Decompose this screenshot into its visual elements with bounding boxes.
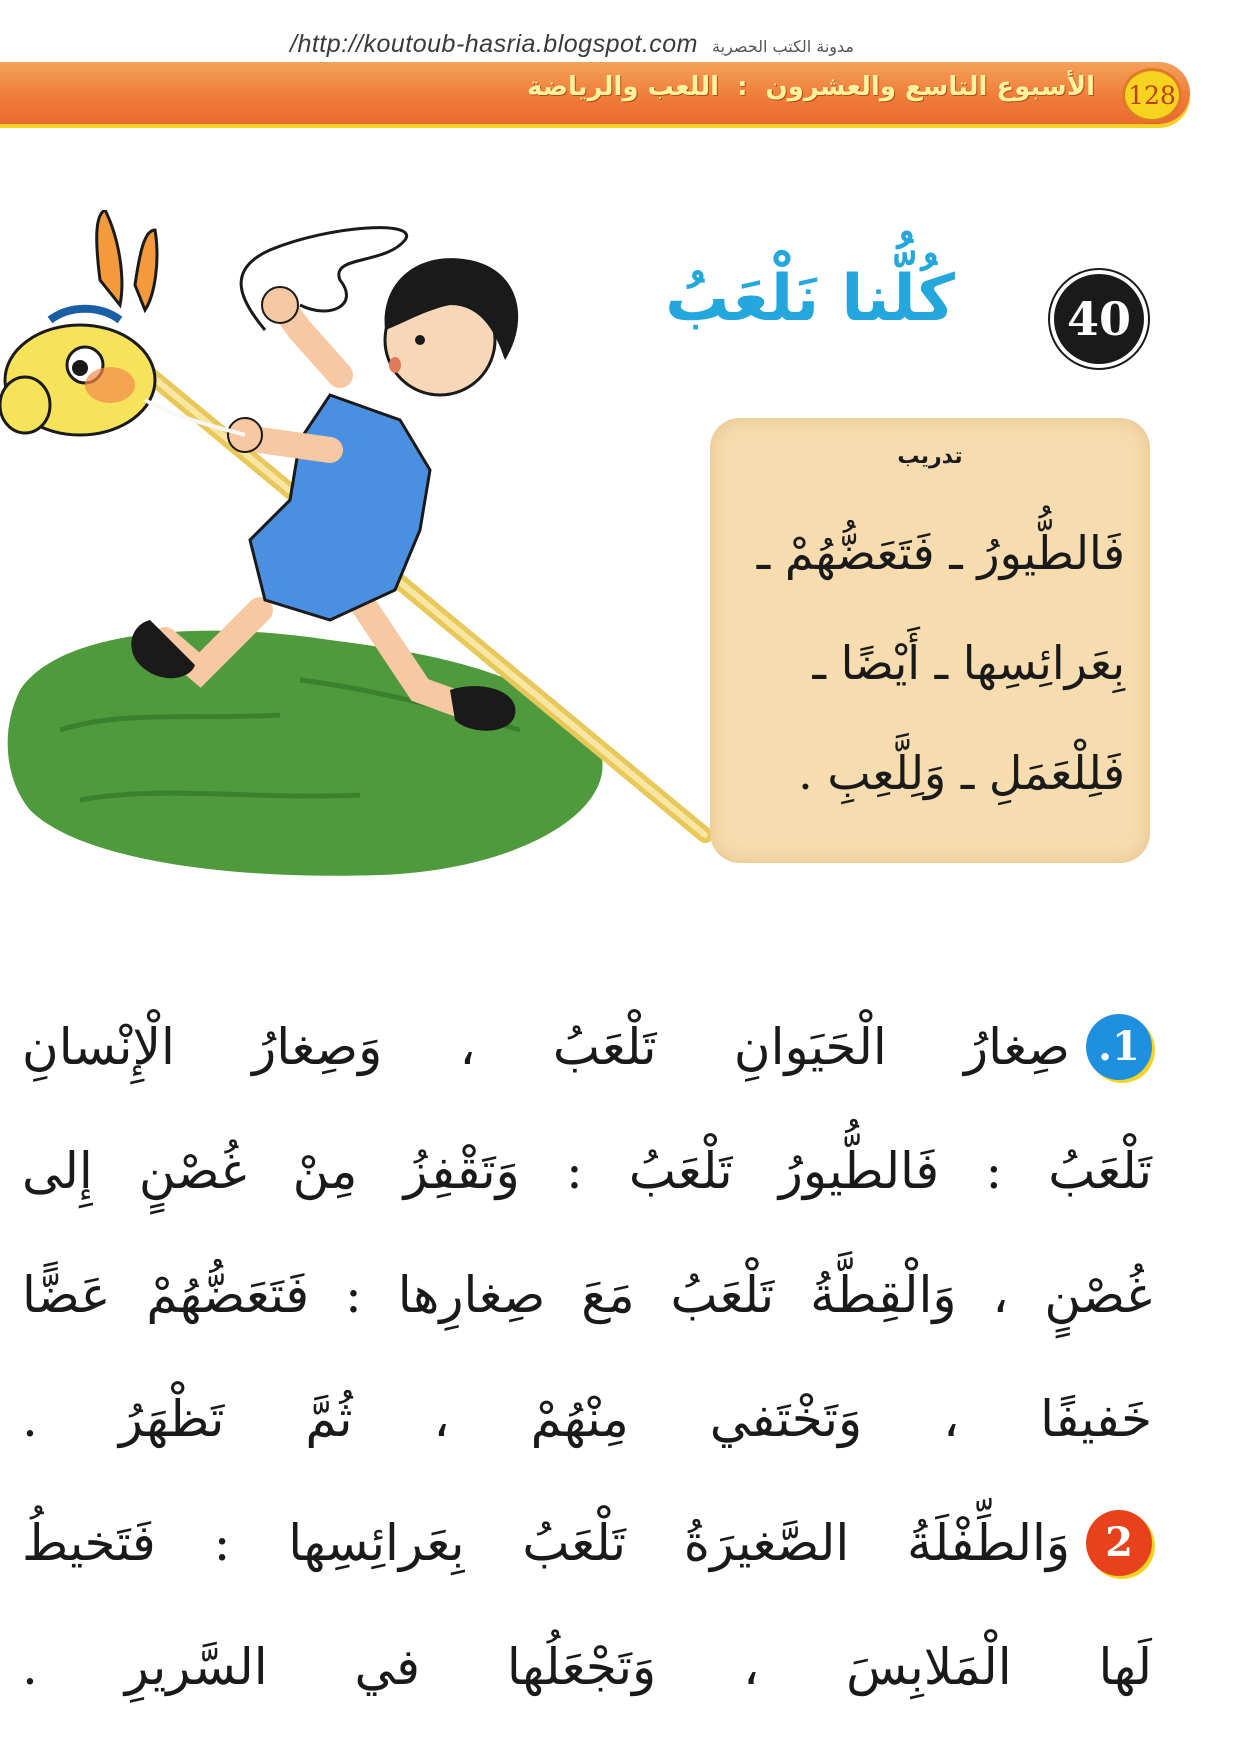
paragraph-1-line (22, 1233, 1152, 1357)
paragraph-1-line (22, 985, 1152, 1109)
reading-text (22, 985, 1152, 1729)
paragraph-1-line-text: تَلْعَبُ : فَالطُّيورُ تَلْعَبُ : وَتَقْفِزُ مِنْ غُصْنٍ إِلى (22, 1142, 1152, 1200)
practice-box (710, 418, 1150, 863)
paragraph-1-line-text: خَفيفًا ، وَتَخْتَفي مِنْهُمْ ، ثُمَّ تَظْهَرُ . (22, 1390, 1152, 1448)
watermark (290, 30, 950, 59)
paragraph-1-line-text: صِغارُ الْحَيَوانِ تَلْعَبُ ، وَصِغارُ الْإِنْسانِ (22, 1018, 1070, 1076)
watermark-url[interactable]: /http://koutoub-hasria.blogspot.com (290, 30, 699, 58)
paragraph-2-line-text: وَالطِّفْلَةُ الصَّغيرَةُ تَلْعَبُ بِعَرائِسِها : فَتَخيطُ (22, 1514, 1070, 1572)
header-title (527, 72, 1095, 102)
practice-lines (730, 498, 1125, 828)
header-separator: : (737, 72, 748, 102)
paragraph-2-number: 2 (1086, 1510, 1152, 1576)
paragraph-1-line (22, 1109, 1152, 1233)
practice-line: بِعَرائِسِها ـ أَيْضًا ـ (812, 636, 1125, 690)
watermark-blog-name: مدونة الكتب الحصرية (712, 37, 854, 56)
paragraph-1-line (22, 1357, 1152, 1481)
paragraph-2-line (22, 1605, 1152, 1729)
lesson-title: كُلُّنا نَلْعَبُ (665, 262, 955, 336)
horse-head (0, 210, 157, 435)
page-number-badge: 128 (1122, 68, 1182, 122)
paragraph-1-number: 1. (1086, 1014, 1152, 1080)
header-week: الأسبوع التاسع والعشرون (765, 72, 1095, 102)
practice-title: تدريب (897, 444, 963, 469)
paragraph-2-line-text: لَها الْمَلابِسَ ، وَتَجْعَلُها في السَّريرِ . (22, 1638, 1152, 1696)
paragraph-2-line (22, 1481, 1152, 1605)
header-band (0, 62, 1190, 124)
practice-line: فَالطُّيورُ ـ فَتَعَضُّهُمْ ـ (756, 526, 1125, 580)
paragraph-1-line-text: غُصْنٍ ، وَالْقِطَّةُ تَلْعَبُ مَعَ صِغارِها : فَتَعَضُّهُمْ عَضًّا (22, 1266, 1152, 1324)
practice-line: فَلِلْعَمَلِ ـ وَلِلَّعِبِ . (798, 746, 1125, 800)
boy-arm-raised (285, 310, 340, 375)
header-theme: اللعب والرياضة (527, 72, 720, 102)
lesson-number-badge: 40 (1050, 270, 1148, 368)
